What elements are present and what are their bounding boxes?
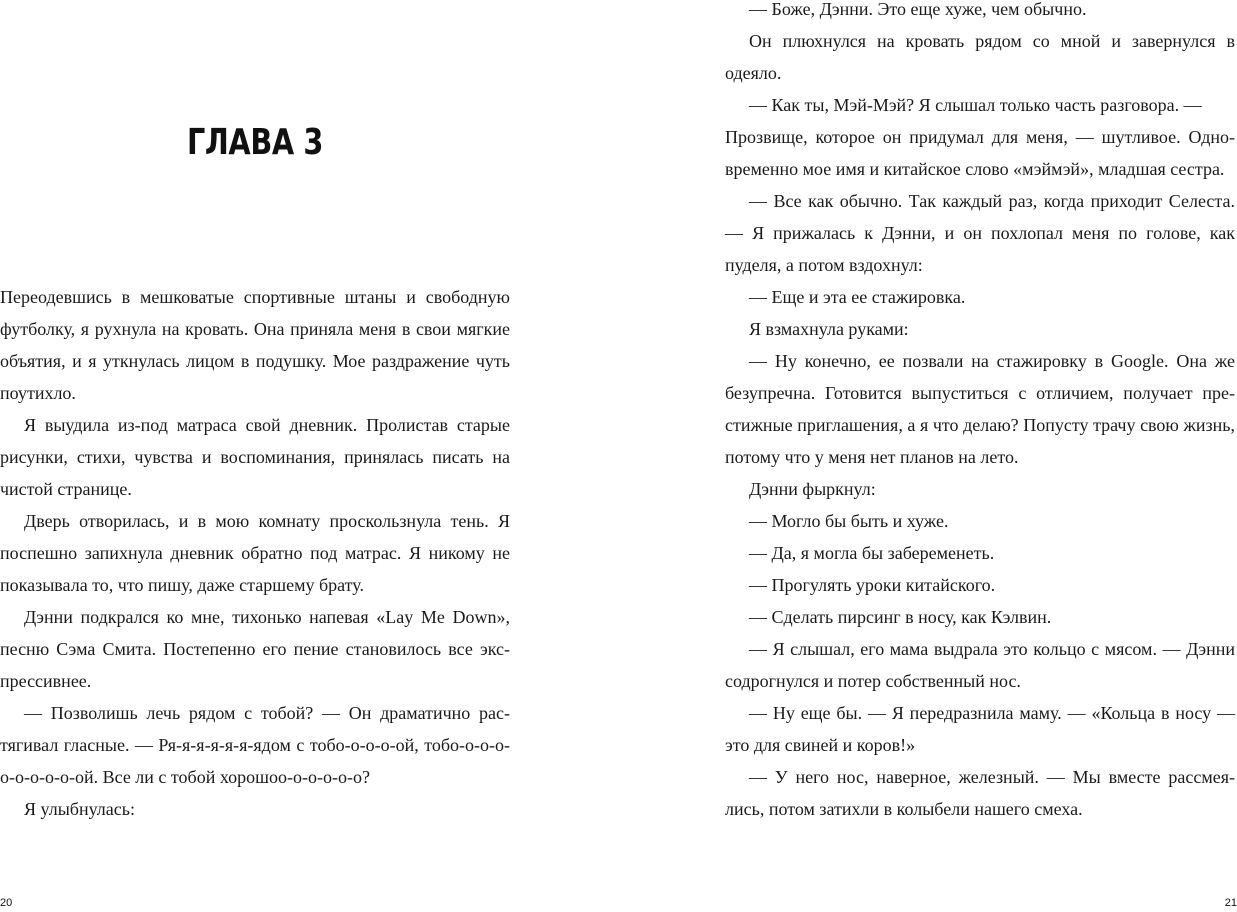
paragraph: — Прогулять уроки китайского. [749,575,996,595]
chapter-title: ГЛАВА 3 [186,122,324,163]
paragraph: — Да, я могла бы забеременеть. [749,543,995,563]
paragraph: — Сделать пирсинг в носу, как Кэлвин. [749,607,1052,627]
page-number: 20 [0,897,13,909]
page-number: 21 [1224,897,1237,909]
paragraph: — Ну еще бы. — Я передразнила маму. — «Кольца в носу — это для свиней и коров!» [725,703,1235,755]
right-page [725,0,1237,912]
paragraph: — Как ты, Мэй-Мэй? Я слышал только часть разговора. — [749,95,1202,115]
paragraph: Дэнни фыркнул: [749,479,876,499]
paragraph: Я выудила из-под матраса свой дневник. Пролистав старые рисунки, стихи, чувства и воспоминания, принялась писать на чистой странице. [0,415,510,499]
paragraph: — Ну конечно, ее позвали на стажировку в Google. Она же безупречна. Готовится выпуститься с отличием, получает престижные приглашения, а я что делаю? Попусту трачу свою жизнь, потому что у меня нет планов на лето. [725,351,1235,467]
paragraph: — Боже, Дэнни. Это еще хуже, чем обычно. [749,0,1087,19]
paragraph: — Еще и эта ее стажировка. [749,287,966,307]
paragraph: — Могло бы быть и хуже. [749,511,949,531]
right-page-text [725,0,1235,825]
paragraph: — Все как обычно. Так каждый раз, когда приходит Селеста. — Я прижалась к Дэнни, и он похлопал меня по голове, как пуделя, а потом вздохнул: [725,191,1235,275]
paragraph: Прозвище, которое он придумал для меня, — шутливое. Одновременно мое имя и китайское слово «мэймэй», младшая сестра. [725,127,1235,179]
paragraph: Он плюхнулся на кровать рядом со мной и завернулся в одеяло. [725,31,1235,83]
left-page-text [0,281,510,825]
paragraph: Переодевшись в мешковатые спортивные штаны и свободную футболку, я рухнула на кровать. Она приняла меня в свои мягкие объятия, и я уткнулась лицом в подушку. Мое раздражение чуть поутихло. [0,287,510,403]
left-page [0,0,510,912]
paragraph: Я улыбнулась: [24,799,135,819]
paragraph: — У него нос, наверное, железный. — Мы вместе рассмеялись, потом затихли в колыбели нашего смеха. [725,767,1235,819]
paragraph: Дэнни подкрался ко мне, тихонько напевая «Lay Me Down», песню Сэма Смита. Постепенно его пение становилось все экспрессивнее. [0,607,510,691]
paragraph: Я взмахнула руками: [749,319,909,339]
paragraph: — Я слышал, его мама выдрала это кольцо с мясом. — Дэнни содрогнулся и потер собственный нос. [725,639,1235,691]
paragraph: — Позволишь лечь рядом с тобой? — Он драматично растягивал гласные. — Ря-я-я-я-я-я-ядом с тобо-о-о-о-ой, тобо-о-о-о-о-о-о-о-о-ой. Все ли с тобой хорошоо-о-о-о-о-о? [0,703,510,787]
paragraph: Дверь отворилась, и в мою комнату проскользнула тень. Я поспешно запихнула дневник обратно под матрас. Я никому не показывала то, что пишу, даже старшему брату. [0,511,510,595]
